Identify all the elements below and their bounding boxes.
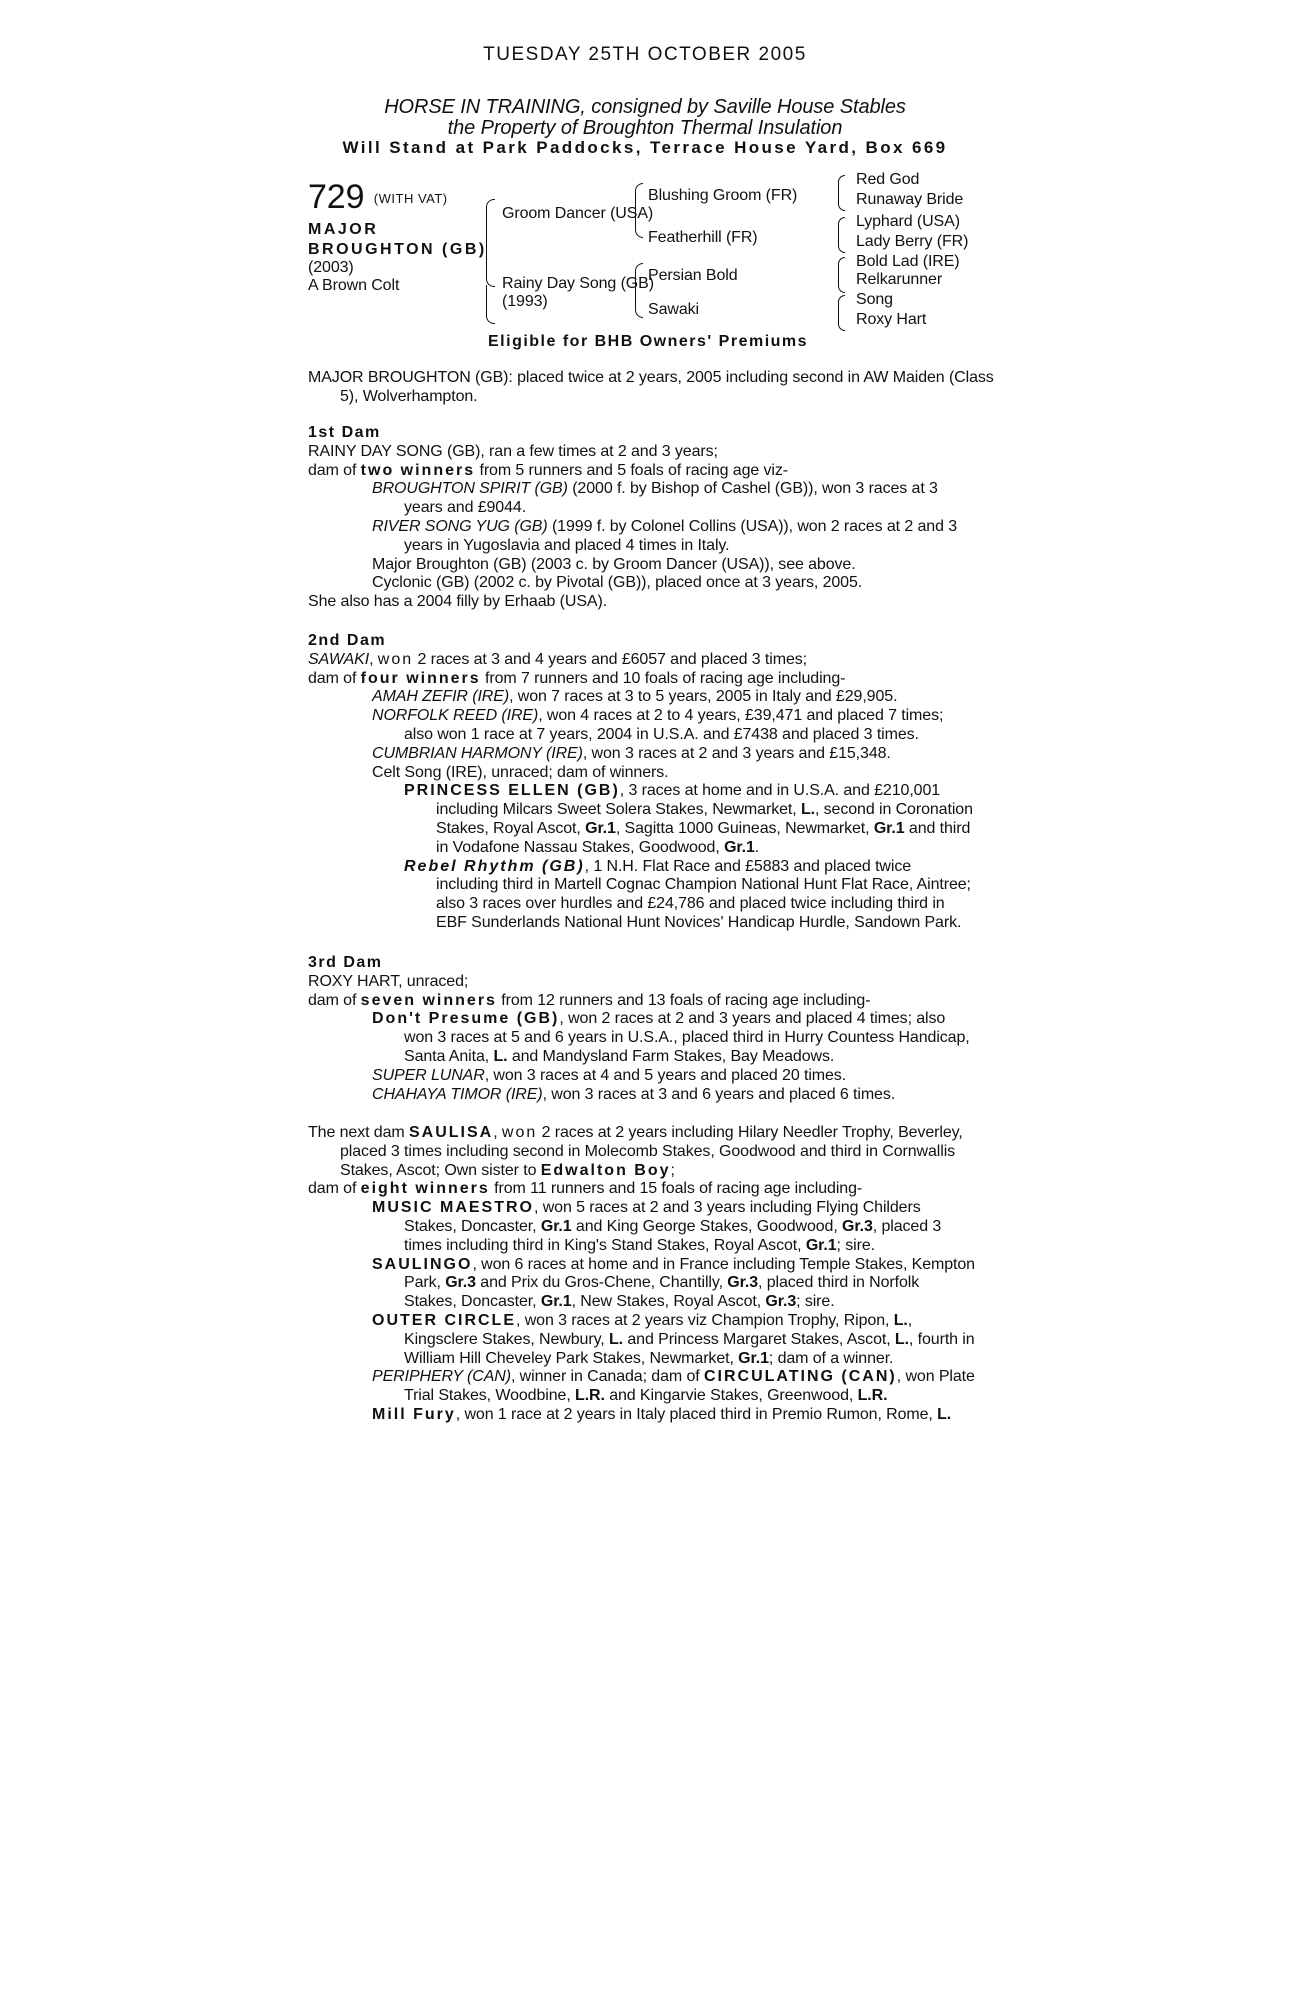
pedigree-bracket-dd xyxy=(838,295,845,331)
produce-record: , won 4 races at 2 to 4 years, £39,471 and placed 7 times; also won 1 race at 7 years, 2004 in U.S.A. and £7438 and placed 3 times. xyxy=(404,707,944,743)
text-run: and third in Vodafone Nassau Stakes, Goodwood, xyxy=(436,819,971,856)
race-grade: Gr.3 xyxy=(445,1274,476,1292)
produce-name: PRINCESS ELLEN (GB) xyxy=(404,782,620,800)
grand-produce-entry xyxy=(308,782,976,857)
sibling-name: Edwalton Boy xyxy=(540,1161,671,1179)
race-grade: L.R. xyxy=(575,1387,605,1405)
ds-sire: Bold Lad (IRE) xyxy=(856,253,960,270)
pedigree-bracket-dam xyxy=(635,263,643,290)
text-run: and King George Stakes, Goodwood, xyxy=(571,1217,843,1235)
eligibility-note: Eligible for BHB Owners' Premiums xyxy=(488,333,809,350)
produce-entry: Major Broughton (GB) (2003 c. by Groom Dancer (USA)), see above. xyxy=(372,555,856,573)
dam: Rainy Day Song (GB) xyxy=(502,275,654,292)
race-grade: Gr.3 xyxy=(765,1293,797,1311)
pedigree-bracket-sire-lower xyxy=(635,209,643,238)
horse-year: (2003) xyxy=(308,259,354,276)
race-grade: L. xyxy=(894,1330,909,1348)
third-dam-heading: 3rd Dam xyxy=(308,954,383,971)
text-run: from 12 runners and 13 foals of racing age including- xyxy=(496,991,871,1009)
race-grade: L. xyxy=(800,801,815,819)
produce-name: OUTER CIRCLE xyxy=(372,1311,516,1329)
text-run: 2 races at 3 and 4 years and £6057 and placed 3 times; xyxy=(413,650,808,668)
ds-dam: Relkarunner xyxy=(856,271,943,288)
text-run: , won 1 race at 2 years in Italy placed third in Premio Rumon, Rome, xyxy=(455,1405,938,1423)
text-run: from 7 runners and 10 foals of racing age including- xyxy=(480,669,846,687)
produce-name: SUPER LUNAR xyxy=(372,1066,485,1084)
text-run: and Kingarvie Stakes, Greenwood, xyxy=(604,1387,858,1405)
race-grade: L. xyxy=(893,1311,908,1329)
pedigree-bracket-ss xyxy=(838,175,845,211)
race-grade: Gr.1 xyxy=(585,819,616,837)
third-dam-section xyxy=(308,954,976,1104)
winners-count: two winners xyxy=(360,461,476,479)
consignment-line: HORSE IN TRAINING, consigned by Saville House Stables xyxy=(384,96,906,118)
text-run: SAWAKI xyxy=(308,650,370,668)
text-run: dam of xyxy=(308,1180,361,1198)
produce-entry xyxy=(308,1406,976,1425)
horse-name xyxy=(308,220,487,260)
produce-name: PERIPHERY (CAN) xyxy=(372,1368,511,1386)
text-run: , xyxy=(369,650,378,668)
text-run: dam of xyxy=(308,461,361,479)
produce-record: , won 3 races at 2 and 3 years and £15,348. xyxy=(582,744,891,762)
produce-name: AMAH ZEFIR (IRE) xyxy=(372,688,510,706)
produce-record: , won 7 races at 3 to 5 years, 2005 in Italy and £29,905. xyxy=(509,688,898,706)
winners-count: eight winners xyxy=(360,1180,490,1198)
text-run: , won 5 races at 2 and 3 years including Flying Childers Stakes, Doncaster, xyxy=(404,1199,921,1235)
lot-number-value: 729 xyxy=(308,178,365,216)
produce-record: (1999 f. by Colonel Collins (USA)), won 2 races at 2 and 3 years in Yugoslavia and placed 4 times in Italy. xyxy=(404,517,958,554)
produce-name: CUMBRIAN HARMONY (IRE) xyxy=(372,744,583,762)
text-run: . xyxy=(754,838,760,856)
pedigree-bracket-sire xyxy=(635,183,643,210)
produce-entry xyxy=(308,1067,976,1086)
produce-name: RIVER SONG YUG (GB) xyxy=(372,517,548,535)
stabling-line: Will Stand at Park Paddocks, Terrace House Yard, Box 669 xyxy=(342,138,948,157)
sd-dam: Lady Berry (FR) xyxy=(856,233,969,250)
sale-date: TUESDAY 25TH OCTOBER 2005 xyxy=(483,44,807,65)
winners-count: four winners xyxy=(360,669,481,687)
first-dam-section xyxy=(308,424,976,612)
produce-name: CHAHAYA TIMOR (IRE) xyxy=(372,1085,543,1103)
text-run: , won 3 races at 2 years viz Champion Trophy, Ripon, xyxy=(516,1311,894,1329)
dam-name: SAULISA xyxy=(408,1124,494,1141)
produce-entry xyxy=(308,1010,976,1066)
produce-entry xyxy=(308,1312,976,1368)
produce-name: CIRCULATING (CAN) xyxy=(703,1368,897,1386)
text-run: , placed 3 times including third in King's Stand Stakes, Royal Ascot, xyxy=(404,1217,942,1254)
text-run: , second in Coronation Stakes, Royal Ascot, xyxy=(436,801,973,837)
produce-entry xyxy=(308,707,976,745)
text-run: and Mandysland Farm Stakes, Bay Meadows. xyxy=(507,1047,835,1065)
text-run: dam of xyxy=(308,669,361,687)
ss-dam: Runaway Bride xyxy=(856,191,964,208)
text-run: and Prix du Gros-Chene, Chantilly, xyxy=(475,1274,728,1292)
produce-entry xyxy=(308,518,976,556)
race-grade: L.R. xyxy=(857,1387,888,1405)
race-grade: L. xyxy=(937,1405,952,1423)
text-run: , Sagitta 1000 Guineas, Newmarket, xyxy=(615,819,874,837)
dam-sire: Persian Bold xyxy=(648,267,738,284)
pedigree-bracket-sd xyxy=(838,217,845,253)
third-dam-produce-line xyxy=(308,992,976,1011)
produce-record: , won 3 races at 4 and 5 years and placed 20 times. xyxy=(484,1066,847,1084)
pedigree-bracket-main-lower xyxy=(486,285,495,324)
property-line: the Property of Broughton Thermal Insulation xyxy=(447,117,843,139)
text-run: ; dam of a winner. xyxy=(768,1349,894,1367)
text-run: ; xyxy=(670,1161,675,1179)
text-run: The next dam xyxy=(308,1124,409,1141)
grand-produce-entry xyxy=(308,858,976,933)
second-dam-heading: 2nd Dam xyxy=(308,632,387,649)
text-run: from 11 runners and 15 foals of racing age including- xyxy=(489,1180,863,1198)
produce-entry xyxy=(308,745,976,764)
produce-name: MUSIC MAESTRO xyxy=(372,1199,534,1217)
horse-description: A Brown Colt xyxy=(308,277,400,294)
sd-sire: Lyphard (USA) xyxy=(856,213,960,230)
vat-label: (WITH VAT) xyxy=(373,191,448,207)
next-dam-section xyxy=(308,1124,976,1425)
dam-year: (1993) xyxy=(502,293,548,310)
text-run: won xyxy=(501,1124,538,1141)
dd-sire: Song xyxy=(856,291,893,308)
pedigree-bracket-ds xyxy=(838,257,845,293)
text-run: , placed third in Norfolk Stakes, Doncaster, xyxy=(404,1274,920,1311)
produce-entry xyxy=(308,1086,976,1105)
race-grade: Gr.1 xyxy=(540,1293,572,1311)
text-run: from 5 runners and 5 foals of racing age viz- xyxy=(475,461,789,479)
second-dam-produce-line xyxy=(308,670,976,689)
race-grade: Gr.3 xyxy=(842,1217,873,1235)
produce-record: (2000 f. by Bishop of Cashel (GB)), won 3 races at 3 years and £9044. xyxy=(404,480,938,517)
produce-name: Don't Presume (GB) xyxy=(372,1010,560,1028)
produce-entry xyxy=(308,688,976,707)
produce-name: SAULINGO xyxy=(372,1255,473,1273)
pedigree-block xyxy=(308,171,988,355)
text-run: , Kingsclere Stakes, Newbury, xyxy=(404,1311,913,1348)
text-run: , fourth in William Hill Cheveley Park Stakes, Newmarket, xyxy=(404,1330,975,1367)
produce-entry: Cyclonic (GB) (2002 c. by Pivotal (GB)), placed once at 3 years, 2005. xyxy=(372,574,863,592)
ss-sire: Red God xyxy=(856,171,920,188)
sire-sire: Blushing Groom (FR) xyxy=(648,187,798,204)
race-grade: Gr.1 xyxy=(540,1217,572,1235)
second-dam-line xyxy=(308,651,976,670)
sire-dam: Featherhill (FR) xyxy=(648,229,758,246)
next-dam-produce-line xyxy=(308,1180,976,1199)
winners-count: seven winners xyxy=(360,991,497,1009)
first-dam-produce-line xyxy=(308,462,976,481)
produce-name: Rebel Rhythm (GB) xyxy=(404,857,585,875)
race-grade: L. xyxy=(493,1047,508,1065)
first-dam-heading: 1st Dam xyxy=(308,424,381,441)
horse-name-line2: BROUGHTON (GB) xyxy=(308,241,487,258)
produce-name: BROUGHTON SPIRIT (GB) xyxy=(372,480,568,498)
produce-entry: Celt Song (IRE), unraced; dam of winners. xyxy=(372,763,669,781)
next-dam-line xyxy=(308,1124,976,1180)
pedigree-bracket-dam-lower xyxy=(635,289,643,318)
pedigree-bracket-main xyxy=(486,199,495,287)
produce-name: Mill Fury xyxy=(372,1405,456,1423)
text-run: 2 races at 2 years including Hilary Needler Trophy, Beverley, placed 3 times including second in Molecomb Stakes, Goodwood and third in Cornwallis Stakes, Ascot; Own sister to xyxy=(340,1124,963,1179)
race-grade: Gr.3 xyxy=(727,1274,759,1292)
text-run: ; sire. xyxy=(796,1293,835,1311)
race-grade: Gr.1 xyxy=(738,1349,769,1367)
text-run: , 3 races at home and in U.S.A. and £210,001 including Milcars Sweet Solera Stakes, Newmarket, xyxy=(436,782,941,819)
produce-entry xyxy=(308,1199,976,1255)
second-dam-section xyxy=(308,632,976,933)
text-run: , won 6 races at home and in France including Temple Stakes, Kempton Park, xyxy=(404,1255,975,1292)
text-run: ; sire. xyxy=(836,1236,875,1254)
lot-number xyxy=(308,179,448,217)
first-dam-line: RAINY DAY SONG (GB), ran a few times at 2 and 3 years; xyxy=(308,442,718,460)
text-run: dam of xyxy=(308,991,361,1009)
text-run: , winner in Canada; dam of xyxy=(510,1368,704,1386)
dd-dam: Roxy Hart xyxy=(856,311,927,328)
text-run: , 1 N.H. Flat Race and £5883 and placed twice including third in Martell Cognac Champion National Hunt Flat Race, Aintree; also 3 races over hurdles and £24,786 and placed twice including third in EBF Sunderlands National Hunt Novices' Handicap Hurdle, Sandown Park. xyxy=(436,857,971,931)
race-grade: Gr.1 xyxy=(724,838,755,856)
produce-entry xyxy=(308,1256,976,1312)
first-dam-note: She also has a 2004 filly by Erhaab (USA). xyxy=(308,593,608,611)
produce-record: , won 3 races at 3 and 6 years and placed 6 times. xyxy=(542,1085,896,1103)
horse-name-line1: MAJOR xyxy=(308,221,379,238)
race-grade: Gr.1 xyxy=(873,819,905,837)
text-run: and Princess Margaret Stakes, Ascot, xyxy=(623,1330,895,1348)
produce-entry xyxy=(308,480,976,518)
third-dam-line: ROXY HART, unraced; xyxy=(308,972,469,990)
grand-produce-entry xyxy=(308,1368,976,1406)
text-run: , New Stakes, Royal Ascot, xyxy=(571,1293,766,1311)
produce-name: NORFOLK REED (IRE) xyxy=(372,707,539,725)
text-run: , won Plate Trial Stakes, Woodbine, xyxy=(404,1368,975,1405)
sire: Groom Dancer (USA) xyxy=(502,205,654,222)
text-run: won xyxy=(377,650,414,668)
text-run: , xyxy=(493,1124,502,1141)
produce-record: , won 2 races at 2 and 3 years and placed 4 times; also won 3 races at 5 and 6 years in U.S.A., placed third in Hurry Countess Handicap, Santa Anita, xyxy=(404,1010,970,1065)
dam-dam: Sawaki xyxy=(648,301,699,318)
race-grade: L. xyxy=(609,1330,624,1348)
horse-summary: MAJOR BROUGHTON (GB): placed twice at 2 years, 2005 including second in AW Maiden (Class 5), Wolverhampton. xyxy=(308,369,994,405)
race-grade: Gr.1 xyxy=(805,1236,837,1254)
